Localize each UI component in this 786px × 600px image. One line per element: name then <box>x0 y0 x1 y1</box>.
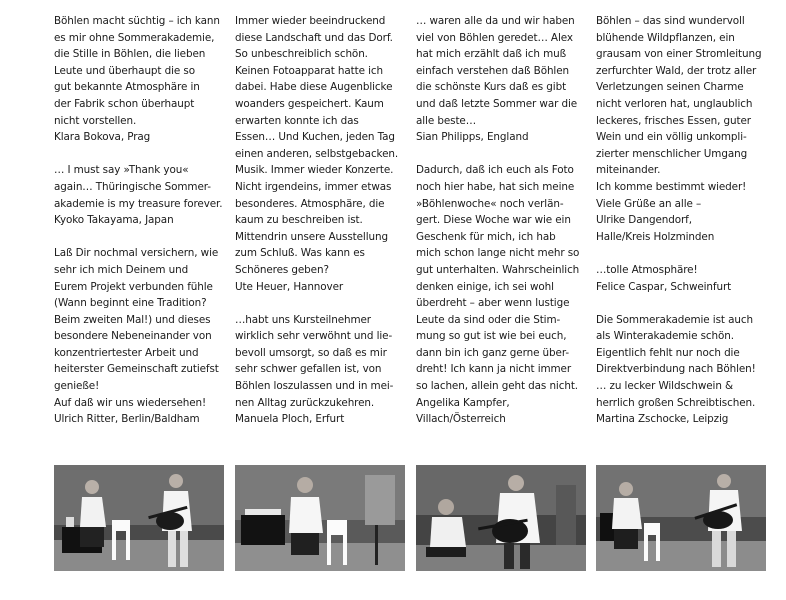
concert-photo-icon <box>54 465 224 571</box>
concert-photo-icon <box>235 465 405 571</box>
column-1 <box>54 13 226 428</box>
column-3 <box>416 13 588 428</box>
testimonial-paragraph: Immer wieder beeindruckend diese Landschaft und das Dorf. So unbeschreiblich schön. Keinen Fotoapparat hatte ich dabei. Habe diese Augenblicke woanders gespeichert. Kaum erwarten konnte ich das Essen… Und Kuchen, jeden Tag einen anderen, selbstgebacken. Musik. Immer wieder Konzerte. Nicht irgendeins, immer etwas besonderes. Atmosphäre, die kaum zu beschreiben ist. Mittendrin unsere Ausstellung zum Schluß. Was kann es Schöneres geben? Ute Heuer, Hannover <box>235 15 399 293</box>
concert-photo-icon <box>416 465 586 571</box>
testimonial-paragraph: Böhlen macht süchtig – ich kann es mir ohne Sommerakademie, die Stille in Böhlen, die lieben Leute und überhaupt die so gut bekannte Atmosphäre in der Fabrik schon überhaupt nicht vorstellen. Klara Bokova, Prag <box>54 15 220 144</box>
testimonial-paragraph: … I must say »Thank you« again… Thüringische Sommer- akademie is my treasure forever. Kyoko Takayama, Japan <box>54 164 223 227</box>
column-2 <box>235 13 407 428</box>
concert-photo-3 <box>416 465 586 571</box>
column-4 <box>596 13 768 428</box>
testimonial-paragraph: Böhlen – das sind wundervoll blühende Wildpflanzen, ein grausam von einer Stromleitung zerfurchter Wald, der trotz aller Verletzungen seinen Charme nicht verloren hat, unglaublich leckeres, frisches Essen, guter Wein und ein völlig unkompli- zierter menschlicher Umgang miteinander. Ich komme bestimmt wieder! Viele Grüße an alle – Ulrike Dangendorf, Halle/Kreis Holzminden <box>596 15 762 243</box>
testimonial-paragraph: Laß Dir nochmal versichern, wie sehr ich mich Deinem und Eurem Projekt verbunden fühle (Wann beginnt eine Tradition? Beim zweiten Mal!) und dieses besondere Nebeneinander von konzentriertester Arbeit und heiterster Gemeinschaft zutiefst genieße! Auf daß wir uns wiedersehen! Ulrich Ritter, Berlin/Baldham <box>54 247 219 426</box>
concert-photo-1 <box>54 465 224 571</box>
concert-photo-2 <box>235 465 405 571</box>
concert-photo-icon <box>596 465 766 571</box>
testimonial-paragraph: … waren alle da und wir haben viel von Böhlen geredet… Alex hat mich erzählt daß ich muß einfach verstehen daß Böhlen die schönste Kurs daß es gibt und daß letzte Sommer war die alle beste… Sian Philipps, England <box>416 15 578 144</box>
concert-photo-4 <box>596 465 766 571</box>
testimonial-paragraph: Die Sommerakademie ist auch als Winterakademie schön. Eigentlich fehlt nur noch die Direktverbindung nach Böhlen! … zu lecker Wildschwein & herrlich großen Schreibtischen. Martina Zschocke, Leipzig <box>596 313 756 426</box>
testimonial-paragraph: …tolle Atmosphäre! Felice Caspar, Schweinfurt <box>596 263 732 293</box>
testimonial-paragraph: …habt uns Kursteilnehmer wirklich sehr verwöhnt und lie- bevoll umsorgt, so daß es mir sehr schwer gefallen ist, von Böhlen loszulassen und in mei- nen Alltag zurückzukehren. Manuela Ploch, Erfurt <box>235 313 394 426</box>
testimonial-paragraph: Dadurch, daß ich euch als Foto noch hier habe, hat sich meine »Böhlenwoche« noch verlän- gert. Diese Woche war wie ein Geschenk für mich, ich hab mich schon lange nicht mehr so gut unterhalten. Wahrscheinlich denken einige, ich sei wohl überdreht – aber wenn lustige Leute da sind oder die Stim- mung so gut ist wie bei euch, dann bin ich ganz gerne über- dreht! Ich kann ja nicht immer so lachen, allein geht das nicht. Angelika Kampfer, Villach/Österreich <box>416 164 580 426</box>
